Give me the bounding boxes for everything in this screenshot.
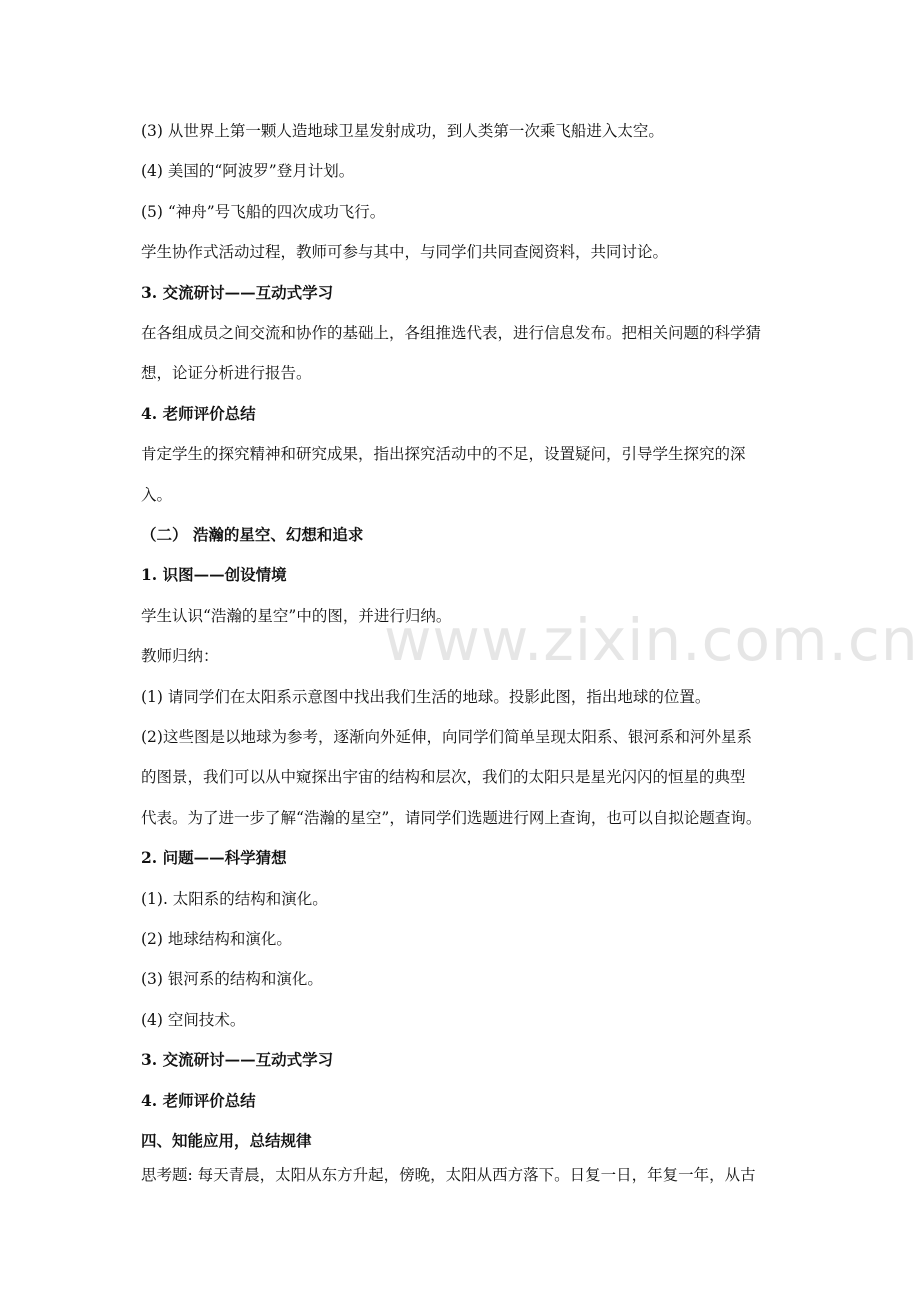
paragraph-line: 学生协作式活动过程，教师可参与其中，与同学们共同查阅资料，共同讨论。 xyxy=(141,243,669,261)
list-item-3: (3) 从世界上第一颗人造地球卫星发射成功，到人类第一次乘飞船进入太空。 xyxy=(141,122,664,140)
list-item-4: (4) 美国的“阿波罗”登月计划。 xyxy=(141,162,355,180)
section-heading: 2. 问题——科学猜想 xyxy=(141,848,287,867)
paragraph-line: 代表。为了进一步了解“浩瀚的星空”，请同学们选题进行网上查询，也可以自拟论题查询。 xyxy=(141,809,762,827)
paragraph-line: 肯定学生的探究精神和研究成果，指出探究活动中的不足，设置疑问，引导学生探究的深 xyxy=(141,445,746,463)
section-heading: 3. 交流研讨——互动式学习 xyxy=(141,1050,334,1069)
section-heading: 3. 交流研讨——互动式学习 xyxy=(141,283,334,302)
section-heading: 4. 老师评价总结 xyxy=(141,404,256,423)
list-item: (3) 银河系的结构和演化。 xyxy=(141,970,323,988)
section-heading: 四、知能应用，总结规律 xyxy=(141,1131,312,1150)
list-item: (4) 空间技术。 xyxy=(141,1011,246,1029)
list-item: (1) 请同学们在太阳系示意图中找出我们生活的地球。投影此图，指出地球的位置。 xyxy=(141,688,711,706)
paragraph-line: 学生认识“浩瀚的星空”中的图，并进行归纳。 xyxy=(141,607,452,625)
section-heading: 1. 识图——创设情境 xyxy=(141,565,287,584)
watermark: www.zixin.com.cn xyxy=(384,606,919,674)
list-item-5: (5) “神舟”号飞船的四次成功飞行。 xyxy=(141,203,386,221)
list-item: (2) 地球结构和演化。 xyxy=(141,930,292,948)
list-item: (1). 太阳系的结构和演化。 xyxy=(141,890,328,908)
paragraph-line: 在各组成员之间交流和协作的基础上，各组推选代表，进行信息发布。把相关问题的科学猜 xyxy=(141,324,762,342)
paragraph-line: 想，论证分析进行报告。 xyxy=(141,364,312,382)
paragraph-line: 教师归纳： xyxy=(141,647,219,665)
list-item: (2)这些图是以地球为参考，逐渐向外延伸，向同学们简单呈现太阳系、银河系和河外星系 xyxy=(141,728,752,746)
paragraph-line: 入。 xyxy=(141,486,173,504)
section-heading: 4. 老师评价总结 xyxy=(141,1091,256,1110)
paragraph-line: 的图景，我们可以从中窥探出宇宙的结构和层次，我们的太阳只是星光闪闪的恒星的典型 xyxy=(141,768,746,786)
paragraph-line: 思考题: 每天青晨，太阳从东方升起，傍晚，太阳从西方落下。日复一日，年复一年，从古 xyxy=(141,1166,756,1184)
subsection-heading: （二） 浩瀚的星空、幻想和追求 xyxy=(141,525,364,544)
